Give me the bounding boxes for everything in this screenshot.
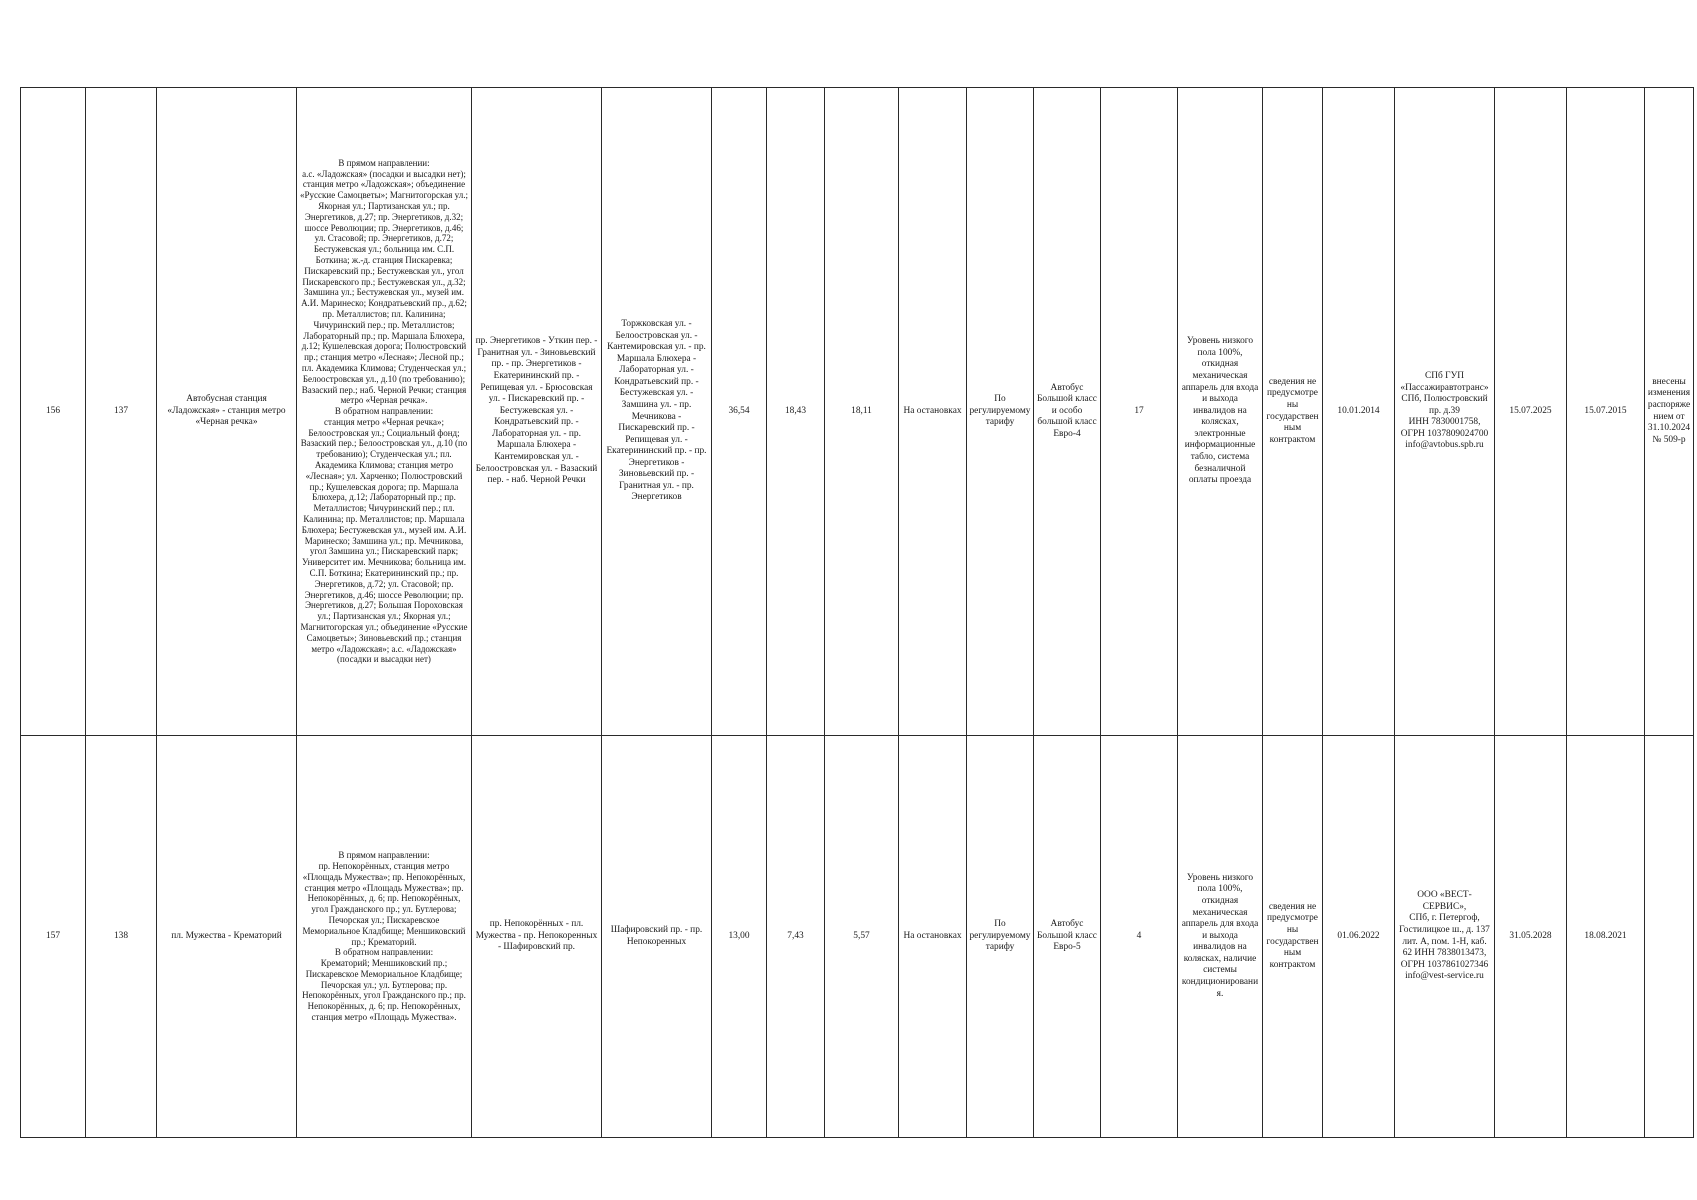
- route-registry-table: [20, 87, 1694, 1138]
- fare-type: По регулируемому тарифу: [967, 88, 1034, 736]
- contract-info: сведения не предусмотрены государственным контрактом: [1263, 736, 1323, 1138]
- route-length-backward: 18,11: [825, 88, 899, 736]
- date-from: 15.07.2015: [1567, 88, 1645, 736]
- route-number: 138: [86, 736, 157, 1138]
- row-number: 157: [21, 736, 86, 1138]
- vehicle-class: Автобус Большой класс Евро-5: [1034, 736, 1101, 1138]
- date-until: 31.05.2028: [1495, 736, 1567, 1138]
- streets-backward: Шафировский пр. - пр. Непокоренных: [602, 736, 712, 1138]
- vehicle-class: Автобус Большой класс и особо большой класс Евро-4: [1034, 88, 1101, 736]
- vehicle-features: Уровень низкого пола 100%, откидная механическая аппарель для входа и выхода инвалидов на колясках, наличие системы кондиционирования.: [1178, 736, 1263, 1138]
- table-row: [21, 88, 1694, 736]
- vehicle-count: 4: [1101, 736, 1178, 1138]
- route-stops: В прямом направлении: пр. Непокорённых, станция метро «Площадь Мужества»; пр. Непокорённых, станция метро «Площадь Мужества»; пр. Непокорённых, д. 6; пр. Непокорённых, угол Гражданского пр.; ул. Бутлерова; Печорская ул.; Пискаревское Мемориальное Кладбище; Меншиковский пр.; Крематорий. В обратном направлении: Крематорий; Меншиковский пр.; Пискаревское Мемориальное Кладбище; Печорская ул.; ул. Бутлерова; пр. Непокорённых, угол Гражданского пр.; пр. Непокорённых, д. 6; пр. Непокорённых, станция метро «Площадь Мужества».: [297, 736, 472, 1138]
- carrier-info: СПб ГУП «Пассажиравтотранс» СПб, Полюстровский пр. д.39 ИНН 7830001758, ОГРН 1037809024700 info@avtobus.spb.ru: [1395, 88, 1495, 736]
- vehicle-count: 17: [1101, 88, 1178, 736]
- route-stops: В прямом направлении: а.с. «Ладожская» (посадки и высадки нет); станция метро «Ладожская»; объединение «Русские Самоцветы»; Магнитогорская ул.; Якорная ул.; Партизанская ул.; пр. Энергетиков, д.27; пр. Энергетиков, д.32; шоссе Революции; пр. Энергетиков, д.46; ул. Стасовой; пр. Энергетиков, д.72; Бестужевская ул.; больница им. С.П. Боткина; ж.-д. станция Пискаревка; Пискаревский пр.; Бестужевская ул., угол Пискаревского пр.; Бестужевская ул., д.32; Замшина ул.; Бестужевская ул., музей им. А.И. Маринеско; Кондратьевский пр., д.62; пр. Металлистов; пл. Калинина; Чичуринский пер.; пр. Металлистов; Лабораторный пр.; пр. Маршала Блюхера, д.12; Кушелевская дорога; Полюстровский пр.; станция метро «Лесная»; Лесной пр.; пл. Академика Климова; Студенческая ул.; Белоостровская ул., д.10 (по требованию); Вазаский пер.; наб. Черной Речки; станция метро «Черная речка». В обратном направлении: станция метро «Черная речка»; Белоостровская ул.; Социальный фонд; Вазаский пер.; Белоостровская ул., д.10 (по требованию); Студенческая ул.; пл. Академика Климова; станция метро «Лесная»; ул. Харченко; Полюстровский пр.; Кушелевская дорога; пр. Маршала Блюхера, д.12; Лабораторный пр.; пр. Металлистов; Чичуринский пер.; пл. Калинина; пр. Металлистов; пр. Маршала Блюхера; Бестужевская ул., музей им. А.И. Маринеско; Замшина ул.; пр. Мечникова, угол Замшина ул.; Пискаревский парк; Университет им. Мечникова; больница им. С.П. Боткина; Екатерининский пр.; пр. Энергетиков, д.72; ул. Стасовой; пр. Энергетиков, д.46; шоссе Революции; пр. Энергетиков, д.27; Большая Пороховская ул.; Партизанская ул.; Якорная ул.; Магнитогорская ул.; объединение «Русские Самоцветы»; Зиновьевский пр.; станция метро «Ладожская»; а.с. «Ладожская» (посадки и высадки нет): [297, 88, 472, 736]
- route-endpoints: пл. Мужества - Крематорий: [157, 736, 297, 1138]
- change-note: [1645, 736, 1694, 1138]
- stop-mode: На остановках: [899, 88, 967, 736]
- change-note: внесены изменения распоряжением от 31.10.2024 № 509-р: [1645, 88, 1694, 736]
- start-date: 10.01.2014: [1323, 88, 1395, 736]
- table-row: [21, 736, 1694, 1138]
- route-length-backward: 5,57: [825, 736, 899, 1138]
- route-length-forward: 18,43: [767, 88, 825, 736]
- date-until: 15.07.2025: [1495, 88, 1567, 736]
- contract-info: сведения не предусмотрены государственным контрактом: [1263, 88, 1323, 736]
- route-number: 137: [86, 88, 157, 736]
- route-length-forward: 7,43: [767, 736, 825, 1138]
- carrier-info: ООО «ВЕСТ-СЕРВИС», СПб, г. Петергоф, Гостилицкое ш., д. 137 лит. А, пом. 1-Н, каб. 62 ИНН 7838013473, ОГРН 1037861027346 info@vest-service.ru: [1395, 736, 1495, 1138]
- start-date: 01.06.2022: [1323, 736, 1395, 1138]
- streets-forward: пр. Энергетиков - Уткин пер. - Гранитная ул. - Зиновьевский пр. - пр. Энергетиков - Екатерининский пр. - Репищевая ул. - Брюсовская ул. - Пискаревский пр. - Бестужевская ул. - Кондратьевский пр. - Лабораторная ул. - пр. Маршала Блюхера - Кантемировская ул. - Белоостровская ул. - Вазаский пер. - наб. Черной Речки: [472, 88, 602, 736]
- vehicle-features: Уровень низкого пола 100%, откидная механическая аппарель для входа и выхода инвалидов на колясках, электронные информационные табло, система безналичной оплаты проезда: [1178, 88, 1263, 736]
- route-endpoints: Автобусная станция «Ладожская» - станция метро «Черная речка»: [157, 88, 297, 736]
- fare-type: По регулируемому тарифу: [967, 736, 1034, 1138]
- route-length-total: 13,00: [712, 736, 767, 1138]
- stop-mode: На остановках: [899, 736, 967, 1138]
- date-from: 18.08.2021: [1567, 736, 1645, 1138]
- row-number: 156: [21, 88, 86, 736]
- streets-forward: пр. Непокорённых - пл. Мужества - пр. Непокоренных - Шафировский пр.: [472, 736, 602, 1138]
- streets-backward: Торжковская ул. - Белоостровская ул. - Кантемировская ул. - пр. Маршала Блюхера - Лабораторная ул. - Кондратьевский пр. - Бестужевская ул. - Замшина ул. - пр. Мечникова - Пискаревский пр. - Репищевая ул. - Екатерининский пр. - пр. Энергетиков - Зиновьевский пр. - Гранитная ул. - пр. Энергетиков: [602, 88, 712, 736]
- route-length-total: 36,54: [712, 88, 767, 736]
